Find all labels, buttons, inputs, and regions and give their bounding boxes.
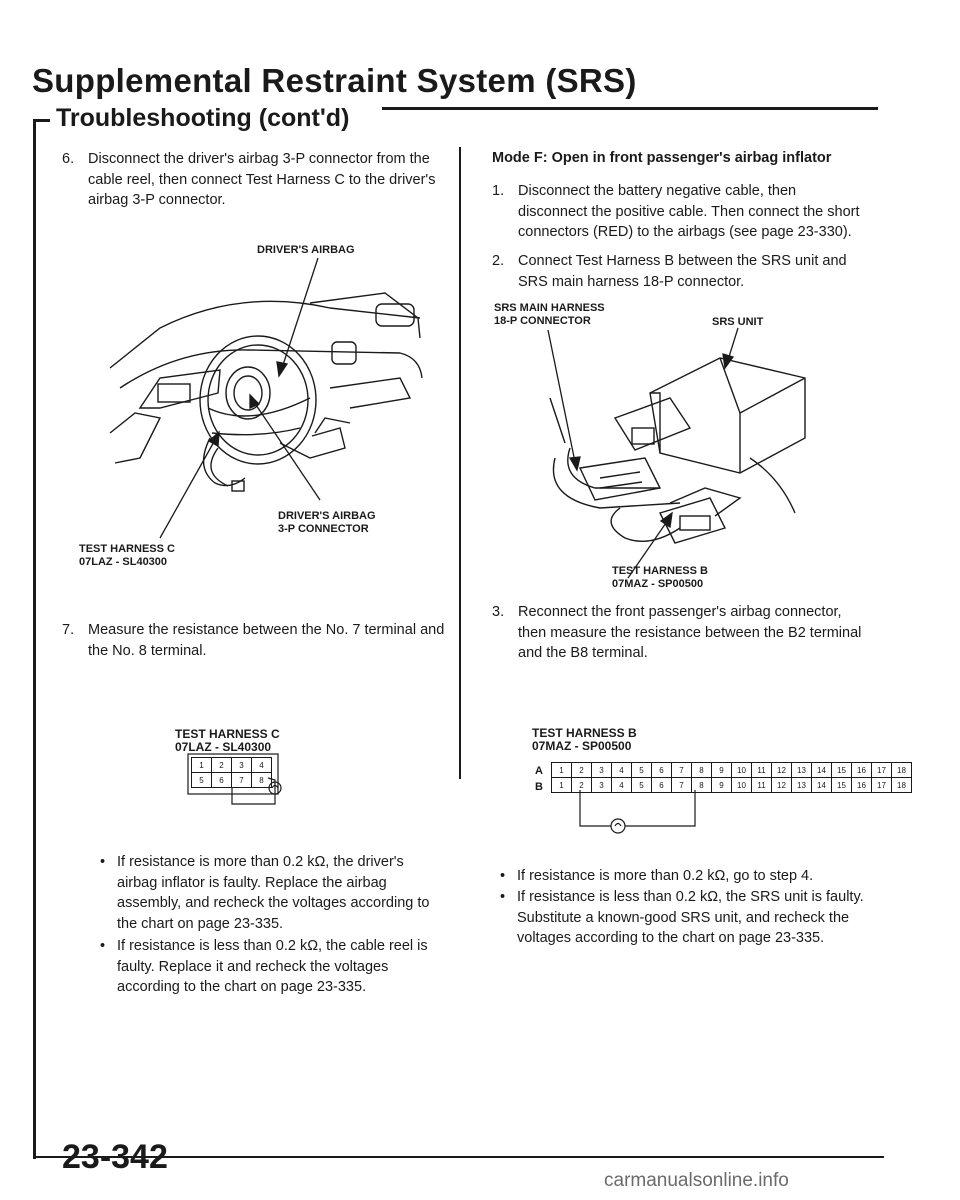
bullet-text: If resistance is less than 0.2 kΩ, the cable reel is faulty. Replace it and recheck the voltages according to the chart on page 23-335. <box>117 938 428 995</box>
pin-cell: 5 <box>192 773 212 788</box>
pin-cell: 13 <box>792 778 812 793</box>
fig4-caption-line2: 07MAZ - SP00500 <box>532 739 632 753</box>
step-7 <box>62 620 446 664</box>
pin-cell: 16 <box>852 778 872 793</box>
page-number: 23-342 <box>62 1138 168 1176</box>
fig4-caption-line1: TEST HARNESS B <box>532 726 637 740</box>
pin-cell: 7 <box>232 773 252 788</box>
label-test-harness-b <box>612 565 708 591</box>
pin-cell: 18 <box>892 763 912 778</box>
step-number: 6. <box>62 151 75 167</box>
step-text: Reconnect the front passenger's airbag connector, then measure the resistance between the B2 terminal and the B8 terminal. <box>518 604 862 661</box>
bullet-text: If resistance is less than 0.2 kΩ, the SRS unit is faulty. Substitute a known-good SRS unit, and recheck the voltages according to the chart on page 23-335. <box>517 889 864 946</box>
step-number: 3. <box>492 604 505 620</box>
pin-cell: 10 <box>732 763 752 778</box>
pin-cell: 3 <box>592 778 612 793</box>
pin-cell: 3 <box>232 758 252 773</box>
bullet-dot: • <box>500 868 506 884</box>
step-number: 7. <box>62 622 75 638</box>
bullet-dot: • <box>500 889 506 905</box>
ohmmeter-probe-b <box>560 790 720 840</box>
pin-cell: 4 <box>252 758 272 773</box>
bullet-text: If resistance is more than 0.2 kΩ, go to step 4. <box>517 868 814 884</box>
pin-cell: 6 <box>652 778 672 793</box>
pin-cell: 1 <box>552 763 572 778</box>
pin-cell: 14 <box>812 778 832 793</box>
pin-cell: 8 <box>252 773 272 788</box>
mode-heading: Mode F: Open in front passenger's airbag inflator <box>492 150 832 166</box>
pin-cell: 15 <box>832 763 852 778</box>
label-test-harness-c <box>79 543 175 569</box>
label-drivers-airbag: DRIVER'S AIRBAG <box>257 244 355 256</box>
pin-cell: 6 <box>212 773 232 788</box>
bullet-item <box>100 852 446 936</box>
bullet-dot: • <box>100 938 106 954</box>
step-text: Disconnect the battery negative cable, then disconnect the positive cable. Then connect the short connectors (RED) to the airbags (see page 23-330). <box>518 183 860 240</box>
fig2-caption-line1: TEST HARNESS C <box>175 727 280 741</box>
step-text: Connect Test Harness B between the SRS unit and SRS main harness 18-P connector. <box>518 253 847 290</box>
pin-cell: 8 <box>692 763 712 778</box>
pin-cell: 1 <box>552 778 572 793</box>
pin-cell: 3 <box>592 763 612 778</box>
pin-cell: 11 <box>752 778 772 793</box>
step-text: Measure the resistance between the No. 7 terminal and the No. 8 terminal. <box>88 622 445 659</box>
step-text: Disconnect the driver's airbag 3-P connector from the cable reel, then connect Test Harness C to the driver's airbag 3-P connector. <box>88 151 436 208</box>
leader-lines-fig1 <box>0 0 460 620</box>
connector-row-a <box>552 763 912 778</box>
pin-cell: 2 <box>212 758 232 773</box>
pin-cell: 2 <box>572 778 592 793</box>
pin-cell: 5 <box>632 763 652 778</box>
bullet-text: If resistance is more than 0.2 kΩ, the driver's airbag inflator is faulty. Replace the airbag assembly, and recheck the voltages according to the chart on page 23-335. <box>117 854 430 932</box>
pin-cell: 17 <box>872 763 892 778</box>
bullet-item <box>500 887 866 971</box>
right-bullet-list <box>500 866 866 996</box>
step-3 <box>492 602 866 666</box>
pin-cell: 7 <box>672 763 692 778</box>
bullet-dot: • <box>100 854 106 870</box>
row-b-label: B <box>535 781 543 793</box>
ohmmeter-probe-c <box>180 750 300 820</box>
left-bullet-list <box>100 852 446 1022</box>
watermark: carmanualsonline.info <box>604 1170 789 1191</box>
pin-cell: 1 <box>192 758 212 773</box>
label-connector <box>278 510 376 536</box>
step-number: 1. <box>492 183 505 199</box>
section-subtitle: Troubleshooting (cont'd) <box>56 104 350 132</box>
label-harness-line1: TEST HARNESS B <box>612 565 708 577</box>
bullet-item <box>100 936 446 1000</box>
pin-cell: 4 <box>612 763 632 778</box>
connector-b-grid <box>551 762 912 793</box>
pin-cell: 15 <box>832 778 852 793</box>
row-a-label: A <box>535 765 543 777</box>
pin-cell: 6 <box>652 763 672 778</box>
pin-cell: 5 <box>632 778 652 793</box>
label-harness-line2: 07MAZ - SP00500 <box>612 578 704 590</box>
label-connector-line2: 3-P CONNECTOR <box>278 523 369 535</box>
pin-cell: 4 <box>612 778 632 793</box>
pin-cell: 7 <box>672 778 692 793</box>
fig4-caption <box>532 727 637 753</box>
pin-cell: 9 <box>712 763 732 778</box>
pin-cell: 10 <box>732 778 752 793</box>
pin-cell: 17 <box>872 778 892 793</box>
pin-cell: 8 <box>692 778 712 793</box>
pin-cell: 11 <box>752 763 772 778</box>
pin-cell: 9 <box>712 778 732 793</box>
label-srs-unit: SRS UNIT <box>712 316 764 328</box>
label-main-line1: SRS MAIN HARNESS <box>494 302 605 314</box>
label-connector-line1: DRIVER'S AIRBAG <box>278 510 376 522</box>
pin-cell: 18 <box>892 778 912 793</box>
fig2-caption-line2: 07LAZ - SL40300 <box>175 740 272 754</box>
pin-cell: 14 <box>812 763 832 778</box>
label-main-line2: 18-P CONNECTOR <box>494 315 591 327</box>
pin-cell: 2 <box>572 763 592 778</box>
pin-cell: 16 <box>852 763 872 778</box>
step-number: 2. <box>492 253 505 269</box>
leader-lines-fig3 <box>460 0 900 620</box>
pin-cell: 12 <box>772 778 792 793</box>
pin-cell: 12 <box>772 763 792 778</box>
label-harness-line1: TEST HARNESS C <box>79 543 175 555</box>
page-title: Supplemental Restraint System (SRS) <box>32 62 637 99</box>
pin-cell: 13 <box>792 763 812 778</box>
label-harness-line2: 07LAZ - SL40300 <box>79 556 168 568</box>
